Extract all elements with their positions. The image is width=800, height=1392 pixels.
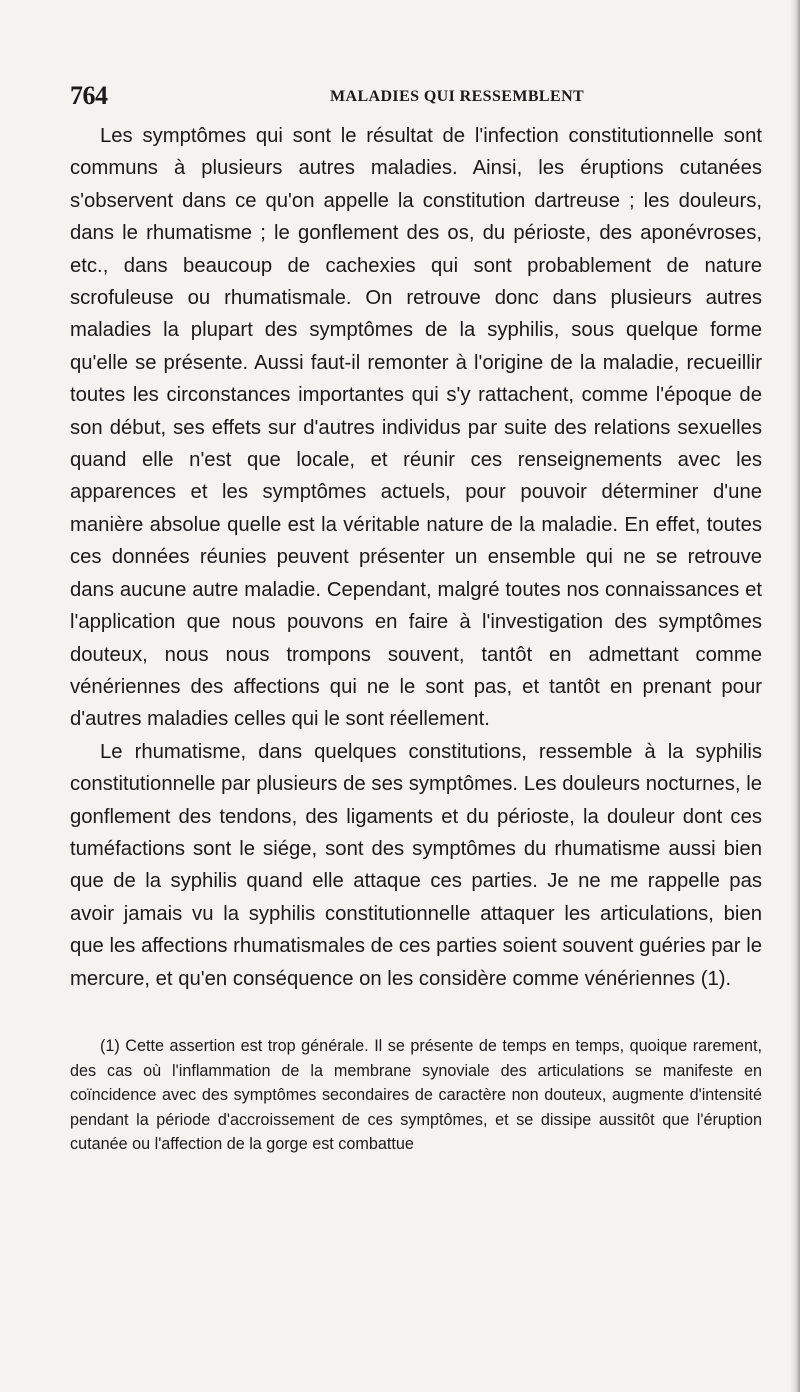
footnote [70,1034,762,1157]
footnote-text: (1) Cette assertion est trop générale. Il se présente de temps en temps, quoique rarement, des cas où l'inflammation de la membrane synoviale des articulations se manifeste en coïncidence avec des symptômes secondaires de caractère non douteux, augmente d'intensité pendant la période d'accroissement de ces symptômes, et se dissipe aussitôt que l'éruption cutanée ou l'affection de la gorge est combattue [70,1037,762,1154]
body-text [70,120,762,995]
running-head: MALADIES QUI RESSEMBLENT [330,88,585,105]
page-number: 764 [70,81,108,110]
paragraph-infection-constitutionnelle: Les symptômes qui sont le résultat de l'infection constitutionnelle sont communs à plusieurs autres maladies. Ainsi, les éruptions cutanées s'observent dans ce qu'on appelle la constitution dartreuse ; les douleurs, dans le rhumatisme ; le gonflement des os, du périoste, des aponévroses, etc., dans beaucoup de cachexies qui sont probablement de nature scrofuleuse ou rhumatismale. On retrouve donc dans plusieurs autres maladies la plupart des symptômes de la syphilis, sous quelque forme qu'elle se présente. Aussi faut-il remonter à l'origine de la maladie, recueillir toutes les circonstances importantes qui s'y rattachent, comme l'époque de son début, ses effets sur d'autres individus par suite des relations sexuelles quand elle n'est que locale, et réunir ces renseignements avec les apparences et les symptômes actuels, pour pouvoir déterminer d'une manière absolue quelle est la véritable nature de la maladie. En effet, toutes ces données réunies peuvent présenter un ensemble qui ne se retrouve dans aucune autre maladie. Cependant, malgré toutes nos connaissances et l'application que nous pouvons en faire à l'investigation des symptômes douteux, nous nous trompons souvent, tantôt en admettant comme vénériennes des affections qui ne le sont pas, et tantôt en prenant pour d'autres maladies celles qui le sont réellement. [70,125,762,731]
paragraph-rhumatisme: Le rhumatisme, dans quelques constitutions, ressemble à la syphilis constitutionnelle par plusieurs de ses symptômes. Les douleurs nocturnes, le gonflement des tendons, des ligaments et du périoste, la douleur dont ces tuméfactions sont le siége, sont des symptômes du rhumatisme aussi bien que de la syphilis quand elle attaque ces parties. Je ne me rappelle pas avoir jamais vu la syphilis constitutionnelle attaquer les articulations, bien que les affections rhumatismales de ces parties soient souvent guéries par le mercure, et qu'en conséquence on les considère comme vénériennes (1). [70,740,762,990]
scan-edge-shadow [790,0,800,1392]
page-header [70,79,762,115]
